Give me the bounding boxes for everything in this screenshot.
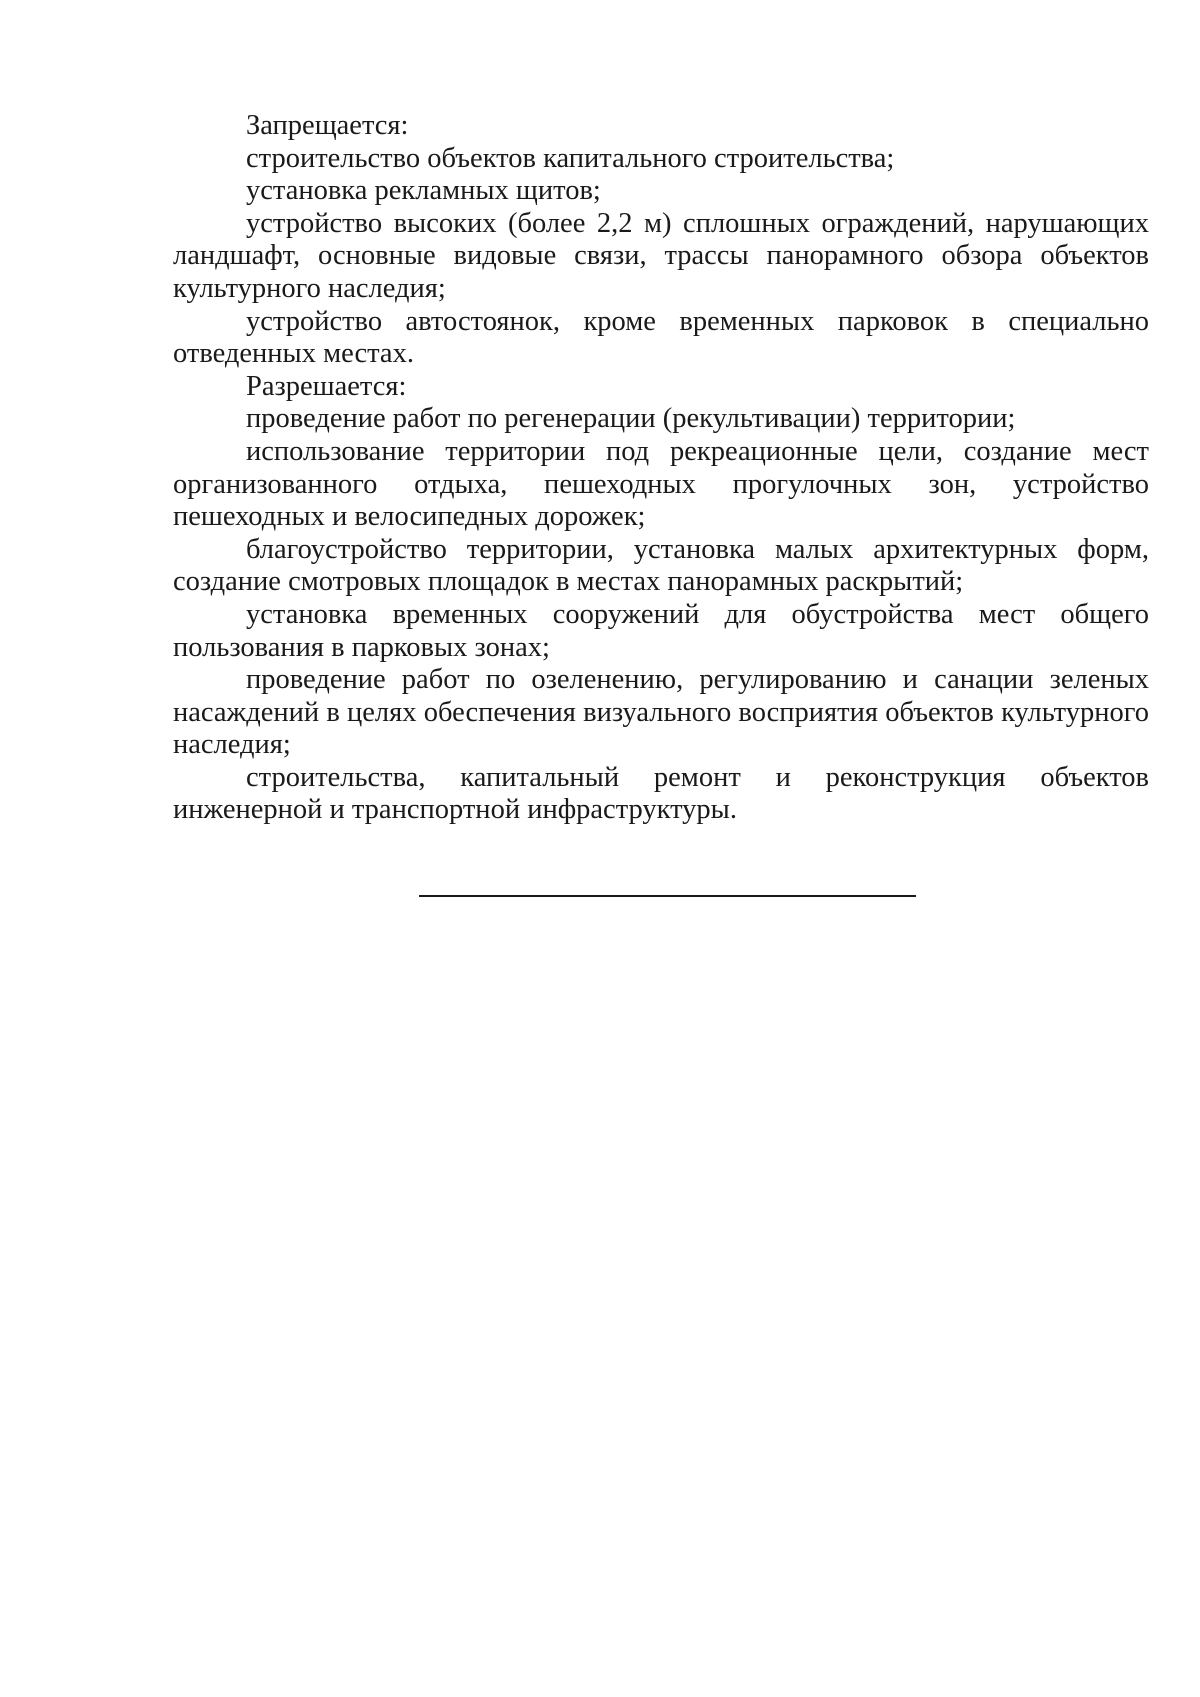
end-separator-line [419, 895, 916, 897]
permitted-item-greenery: проведение работ по озеленению, регулированию и санации зеленых насаждений в целях обеспечения визуального восприятия объектов культурного наследия; [173, 664, 1149, 761]
permitted-item-recreation: использование территории под рекреационные цели, создание мест организованного отдыха, пешеходных прогулочных зон, устройство пешеходных и велосипедных дорожек; [173, 435, 1149, 533]
permitted-item-regeneration: проведение работ по регенерации (рекультивации) территории; [246, 403, 1016, 435]
permitted-item-landscaping: благоустройство территории, установка малых архитектурных форм, создание смотровых площадок в местах панорамных раскрытий; [173, 533, 1149, 598]
prohibited-item-billboards: установка рекламных щитов; [246, 175, 601, 207]
prohibited-item-high-fences: устройство высоких (более 2,2 м) сплошных ограждений, нарушающих ландшафт, основные видовые связи, трассы панорамного обзора объектов культурного наследия; [173, 207, 1149, 304]
heading-prohibited: Запрещается: [246, 110, 409, 141]
permitted-item-infrastructure: строительства, капитальный ремонт и реконструкция объектов инженерной и транспортной инфраструктуры. [173, 761, 1149, 826]
prohibited-item-capital-construction: строительство объектов капитального строительства; [246, 142, 895, 174]
document-body [173, 110, 1149, 827]
prohibited-item-parking-lots: устройство автостоянок, кроме временных парковок в специально отведенных местах. [173, 305, 1149, 370]
heading-permitted: Разрешается: [246, 370, 407, 402]
permitted-item-temporary-structures: установка временных сооружений для обустройства мест общего пользования в парковых зонах; [173, 598, 1149, 663]
